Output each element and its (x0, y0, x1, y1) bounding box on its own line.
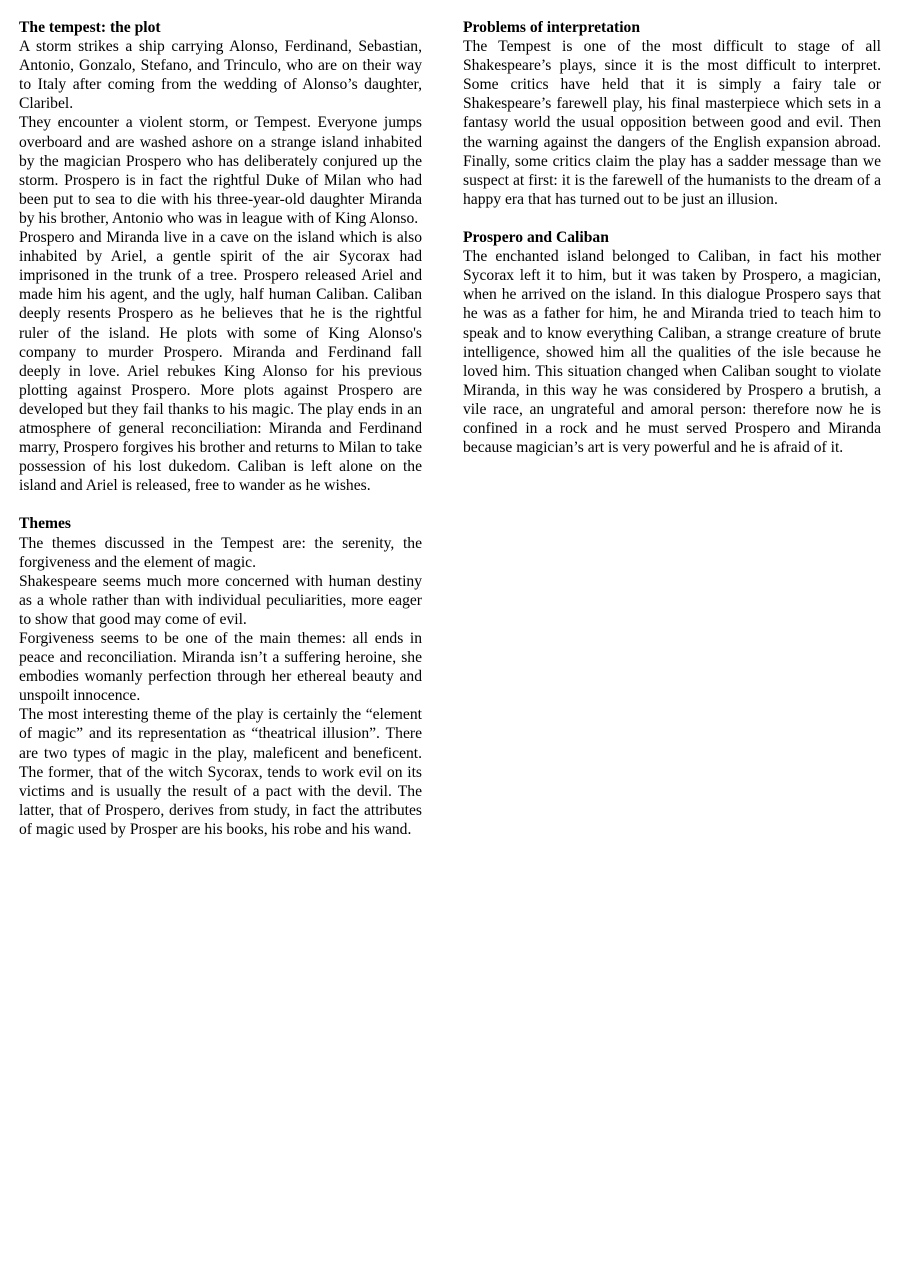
section-plot (19, 18, 422, 495)
plot-paragraph-2: They encounter a violent storm, or Tempest. Everyone jumps overboard and are washed ashore on a strange island inhabited by the magician Prospero who has deliberately conjured up the storm. Prospero is in fact the rightful Duke of Milan who had been put to sea to die with his three-year-old daughter Miranda by his brother, Antonio who was in league with of King Alonso. (19, 114, 422, 227)
themes-paragraph-3: Forgiveness seems to be one of the main themes: all ends in peace and reconciliation. Miranda isn’t a suffering heroine, she embodies womanly perfection through her ethereal beauty and unspoilt innocence. (19, 630, 422, 705)
section-prospero-caliban (463, 228, 881, 457)
plot-paragraph-3: Prospero and Miranda live in a cave on the island which is also inhabited by Ariel, a gentle spirit of the air Sycorax had imprisoned in the trunk of a tree. Prospero released Ariel and made him his agent, and the ugly, half human Caliban. Caliban deeply resents Prospero as he believes that he is the rightful ruler of the island. He plots with some of King Alonso's company to murder Prospero. Miranda and Ferdinand fall deeply in love. Ariel rebukes King Alonso for his previous plotting against Prospero. More plots against Prospero are developed but they fail thanks to his magic. The play ends in an atmosphere of general reconciliation: Miranda and Ferdinand marry, Prospero forgives his brother and returns to Milan to take possession of his lost dukedom. Caliban is left alone on the island and Ariel is released, free to wander as he wishes. (19, 229, 422, 495)
section-interpretation (463, 18, 881, 209)
section-heading-prospero-caliban: Prospero and Caliban (463, 229, 609, 247)
right-column (463, 18, 881, 476)
interpretation-paragraph-1: The Tempest is one of the most difficult to stage of all Shakespeare’s plays, since it is the most difficult to interpret. Some critics have held that it is simply a fairy tale or Shakespeare’s farewell play, his final masterpiece which sets in a fantasy world the usual opposition between good and evil. Then the warning against the dangers of the English expansion abroad. Finally, some critics claim the play has a sadder message than we suspect at first: it is the farewell of the humanists to the dream of a happy era that has turned out to be just an illusion. (463, 38, 881, 208)
section-heading-plot: The tempest: the plot (19, 19, 161, 36)
themes-paragraph-1: The themes discussed in the Tempest are: the serenity, the forgiveness and the element of magic. (19, 534, 422, 571)
plot-paragraph-1: A storm strikes a ship carrying Alonso, Ferdinand, Sebastian, Antonio, Gonzalo, Stefano, and Trinculo, who are on their way to Italy after coming from the wedding of Alonso’s daughter, Claribel. (19, 38, 422, 113)
section-heading-interpretation: Problems of interpretation (463, 19, 640, 36)
section-themes (19, 514, 422, 839)
themes-paragraph-4: The most interesting theme of the play is certainly the “element of magic” and its representation as “theatrical illusion”. There are two types of magic in the play, maleficent and beneficent. The former, that of the witch Sycorax, tends to work evil on its victims and is usually the result of a pact with the devil. The latter, that of Prospero, derives from study, in fact the attributes of magic used by Prosper are his books, his robe and his wand. (19, 706, 422, 838)
section-heading-themes: Themes (19, 515, 71, 533)
left-column (19, 18, 422, 858)
themes-paragraph-2: Shakespeare seems much more concerned with human destiny as a whole rather than with individual peculiarities, more eager to show that good may come of evil. (19, 572, 422, 628)
prospero-caliban-paragraph-1: The enchanted island belonged to Caliban, in fact his mother Sycorax left it to him, but it was taken by Prospero, a magician, when he arrived on the island. In this dialogue Prospero says that he was as a father for him, he and Miranda tried to teach him to speak and to know everything Caliban, a strange creature of brute intelligence, showed him all the qualities of the isle because he loved him. This situation changed when Caliban sought to violate Miranda, in this way he was considered by Prospero a brutish, a vile race, an ungrateful and amoral person: therefore now he is confined in a rock and he must served Prospero and Miranda because magician’s art is very powerful and he is afraid of it. (463, 248, 881, 457)
